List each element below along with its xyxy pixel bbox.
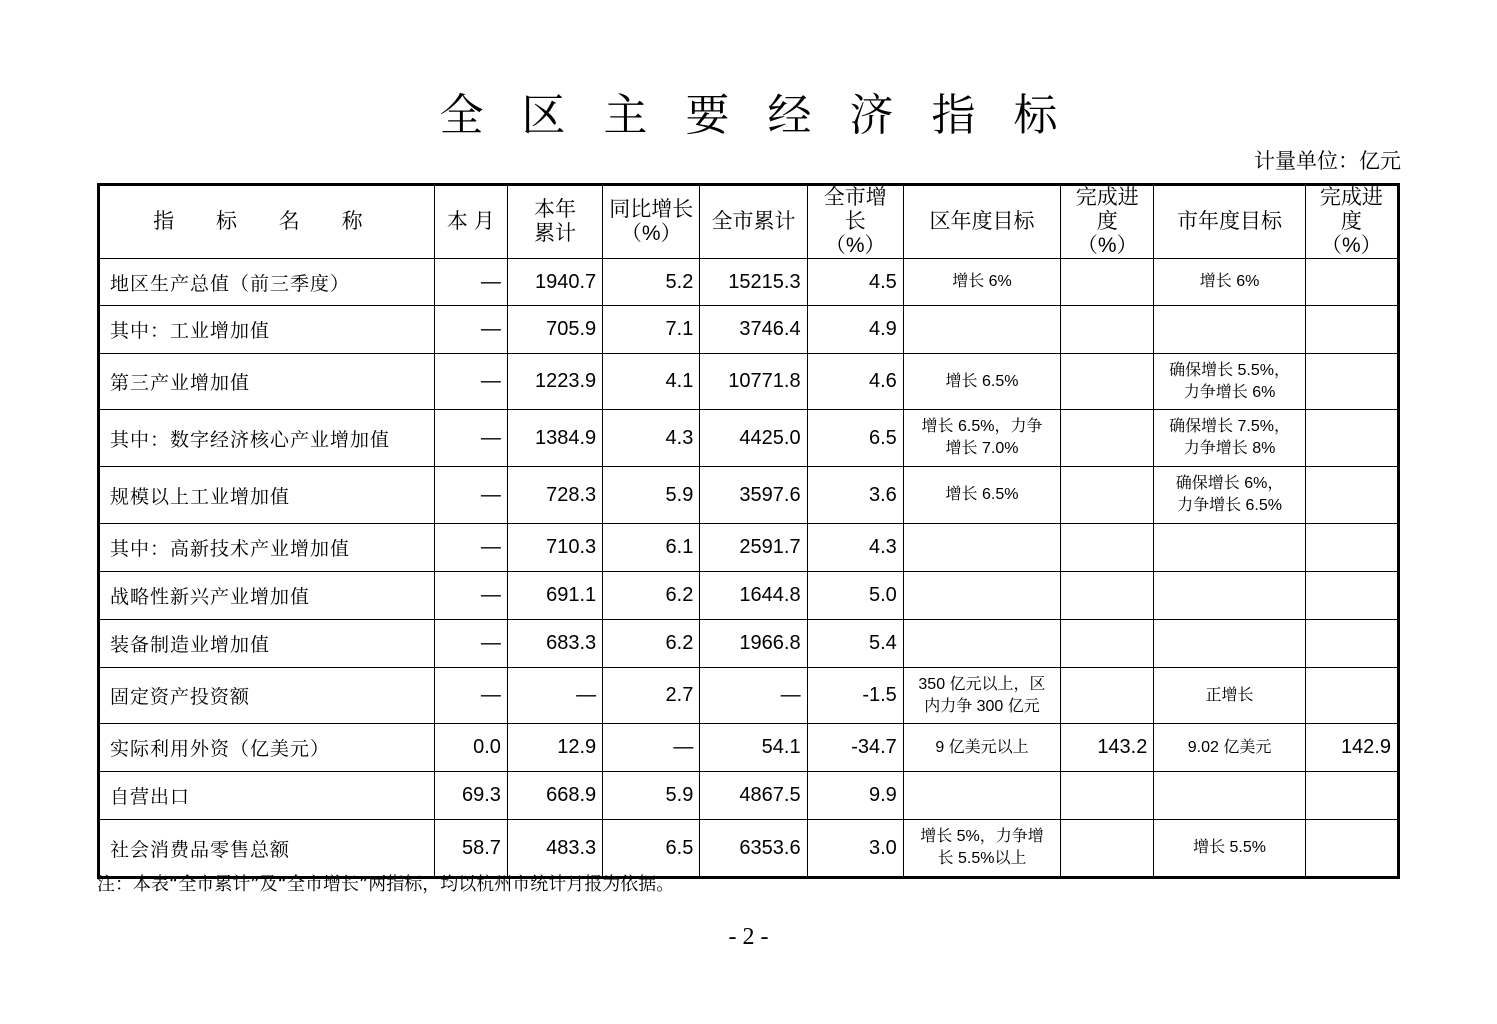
city-total-cell: 54.1	[700, 724, 807, 772]
table-row	[99, 467, 1399, 524]
city-target-cell: 确保增长 7.5%， 力争增长 8%	[1154, 410, 1305, 467]
city-progress-cell	[1305, 467, 1398, 524]
city-total-cell: —	[700, 668, 807, 724]
month-cell: —	[434, 467, 507, 524]
ytd-cell: —	[507, 668, 602, 724]
district-target-cell	[903, 524, 1060, 572]
city-total-cell: 15215.3	[700, 259, 807, 306]
city-target-cell	[1154, 572, 1305, 620]
table-row	[99, 259, 1399, 306]
city-target-cell: 确保增长 6%， 力争增长 6.5%	[1154, 467, 1305, 524]
district-progress-cell	[1061, 306, 1154, 354]
month-cell: —	[434, 306, 507, 354]
city-total-cell: 1644.8	[700, 572, 807, 620]
ytd-cell: 728.3	[507, 467, 602, 524]
header-city-total: 全市累计	[700, 185, 807, 259]
header-yoy: 同比增长 （%）	[603, 185, 700, 259]
table-row	[99, 668, 1399, 724]
district-target-cell: 9 亿美元以上	[903, 724, 1060, 772]
month-cell: —	[434, 572, 507, 620]
yoy-cell: 6.5	[603, 820, 700, 878]
header-name: 指 标 名 称	[99, 185, 435, 259]
city-growth-cell: 5.0	[807, 572, 903, 620]
table-row	[99, 572, 1399, 620]
city-growth-cell: 4.5	[807, 259, 903, 306]
yoy-cell: 2.7	[603, 668, 700, 724]
district-target-cell	[903, 772, 1060, 820]
city-total-cell: 10771.8	[700, 354, 807, 410]
district-progress-cell	[1061, 620, 1154, 668]
month-cell: —	[434, 524, 507, 572]
city-growth-cell: 4.6	[807, 354, 903, 410]
table-row	[99, 620, 1399, 668]
city-total-cell: 1966.8	[700, 620, 807, 668]
district-target-cell: 增长 6%	[903, 259, 1060, 306]
city-total-cell: 4867.5	[700, 772, 807, 820]
indicator-name-cell: 第三产业增加值	[99, 354, 435, 410]
city-progress-cell	[1305, 668, 1398, 724]
district-progress-cell	[1061, 772, 1154, 820]
yoy-cell: 4.1	[603, 354, 700, 410]
district-progress-cell	[1061, 668, 1154, 724]
table-row	[99, 724, 1399, 772]
ytd-cell: 12.9	[507, 724, 602, 772]
yoy-cell: —	[603, 724, 700, 772]
indicator-name-cell: 装备制造业增加值	[99, 620, 435, 668]
city-progress-cell	[1305, 259, 1398, 306]
month-cell: —	[434, 410, 507, 467]
indicator-name-cell: 其中：数字经济核心产业增加值	[99, 410, 435, 467]
city-progress-cell	[1305, 524, 1398, 572]
city-progress-cell	[1305, 410, 1398, 467]
city-growth-cell: 4.3	[807, 524, 903, 572]
city-growth-cell: 6.5	[807, 410, 903, 467]
city-total-cell: 6353.6	[700, 820, 807, 878]
table-row	[99, 524, 1399, 572]
city-target-cell: 增长 5.5%	[1154, 820, 1305, 878]
city-progress-cell	[1305, 772, 1398, 820]
ytd-cell: 691.1	[507, 572, 602, 620]
month-cell: —	[434, 620, 507, 668]
header-month: 本 月	[434, 185, 507, 259]
table-row	[99, 354, 1399, 410]
ytd-cell: 1384.9	[507, 410, 602, 467]
city-total-cell: 3597.6	[700, 467, 807, 524]
month-cell: —	[434, 259, 507, 306]
city-total-cell: 4425.0	[700, 410, 807, 467]
month-cell: —	[434, 668, 507, 724]
city-target-cell: 增长 6%	[1154, 259, 1305, 306]
city-target-cell	[1154, 306, 1305, 354]
indicator-name-cell: 其中：高新技术产业增加值	[99, 524, 435, 572]
yoy-cell: 5.9	[603, 772, 700, 820]
header-district-progress: 完成进度 （%）	[1061, 185, 1154, 259]
city-target-cell: 正增长	[1154, 668, 1305, 724]
city-total-cell: 2591.7	[700, 524, 807, 572]
city-target-cell: 9.02 亿美元	[1154, 724, 1305, 772]
district-progress-cell	[1061, 467, 1154, 524]
district-progress-cell	[1061, 410, 1154, 467]
district-target-cell: 增长 6.5%，力争 增长 7.0%	[903, 410, 1060, 467]
table-row	[99, 410, 1399, 467]
ytd-cell: 668.9	[507, 772, 602, 820]
district-target-cell: 350 亿元以上，区 内力争 300 亿元	[903, 668, 1060, 724]
indicator-name-cell: 固定资产投资额	[99, 668, 435, 724]
indicator-name-cell: 自营出口	[99, 772, 435, 820]
city-total-cell: 3746.4	[700, 306, 807, 354]
page-number: - 2 -	[728, 924, 769, 950]
yoy-cell: 6.1	[603, 524, 700, 572]
ytd-cell: 710.3	[507, 524, 602, 572]
indicator-name-cell: 其中：工业增加值	[99, 306, 435, 354]
district-progress-cell	[1061, 259, 1154, 306]
table-row	[99, 306, 1399, 354]
city-growth-cell: 3.0	[807, 820, 903, 878]
unit-label: 计量单位：亿元	[1254, 149, 1401, 173]
page-title: 全区主要经济指标	[439, 90, 1096, 141]
indicator-name-cell: 实际利用外资（亿美元）	[99, 724, 435, 772]
city-growth-cell: -1.5	[807, 668, 903, 724]
city-growth-cell: 9.9	[807, 772, 903, 820]
district-progress-cell	[1061, 354, 1154, 410]
month-cell: 0.0	[434, 724, 507, 772]
yoy-cell: 6.2	[603, 572, 700, 620]
district-target-cell: 增长 6.5%	[903, 354, 1060, 410]
month-cell: 58.7	[434, 820, 507, 878]
city-growth-cell: 5.4	[807, 620, 903, 668]
ytd-cell: 1223.9	[507, 354, 602, 410]
yoy-cell: 6.2	[603, 620, 700, 668]
indicator-name-cell: 社会消费品零售总额	[99, 820, 435, 878]
table-row	[99, 772, 1399, 820]
city-growth-cell: -34.7	[807, 724, 903, 772]
city-growth-cell: 3.6	[807, 467, 903, 524]
city-progress-cell	[1305, 354, 1398, 410]
ytd-cell: 683.3	[507, 620, 602, 668]
economic-indicators-table	[97, 183, 1400, 879]
city-target-cell	[1154, 524, 1305, 572]
district-target-cell	[903, 620, 1060, 668]
table-body	[99, 259, 1399, 878]
table-row	[99, 820, 1399, 878]
district-target-cell	[903, 306, 1060, 354]
header-city-progress: 完成进度 （%）	[1305, 185, 1398, 259]
district-target-cell: 增长 5%，力争增 长 5.5%以上	[903, 820, 1060, 878]
ytd-cell: 483.3	[507, 820, 602, 878]
indicator-name-cell: 地区生产总值（前三季度）	[99, 259, 435, 306]
month-cell: —	[434, 354, 507, 410]
ytd-cell: 1940.7	[507, 259, 602, 306]
city-growth-cell: 4.9	[807, 306, 903, 354]
yoy-cell: 4.3	[603, 410, 700, 467]
header-district-target: 区年度目标	[903, 185, 1060, 259]
header-ytd: 本年 累计	[507, 185, 602, 259]
city-target-cell: 确保增长 5.5%， 力争增长 6%	[1154, 354, 1305, 410]
yoy-cell: 7.1	[603, 306, 700, 354]
district-progress-cell: 143.2	[1061, 724, 1154, 772]
city-progress-cell: 142.9	[1305, 724, 1398, 772]
city-progress-cell	[1305, 306, 1398, 354]
table-header-row	[99, 185, 1399, 259]
city-progress-cell	[1305, 572, 1398, 620]
city-target-cell	[1154, 772, 1305, 820]
district-progress-cell	[1061, 572, 1154, 620]
district-progress-cell	[1061, 524, 1154, 572]
yoy-cell: 5.2	[603, 259, 700, 306]
header-city-target: 市年度目标	[1154, 185, 1305, 259]
ytd-cell: 705.9	[507, 306, 602, 354]
district-target-cell: 增长 6.5%	[903, 467, 1060, 524]
month-cell: 69.3	[434, 772, 507, 820]
district-progress-cell	[1061, 820, 1154, 878]
header-city-growth: 全市增长 （%）	[807, 185, 903, 259]
footnote: 注：本表“全市累计”及“全市增长”两指标，均以杭州市统计月报为依据。	[97, 874, 675, 895]
indicator-name-cell: 战略性新兴产业增加值	[99, 572, 435, 620]
yoy-cell: 5.9	[603, 467, 700, 524]
city-progress-cell	[1305, 620, 1398, 668]
indicator-name-cell: 规模以上工业增加值	[99, 467, 435, 524]
city-target-cell	[1154, 620, 1305, 668]
city-progress-cell	[1305, 820, 1398, 878]
district-target-cell	[903, 572, 1060, 620]
